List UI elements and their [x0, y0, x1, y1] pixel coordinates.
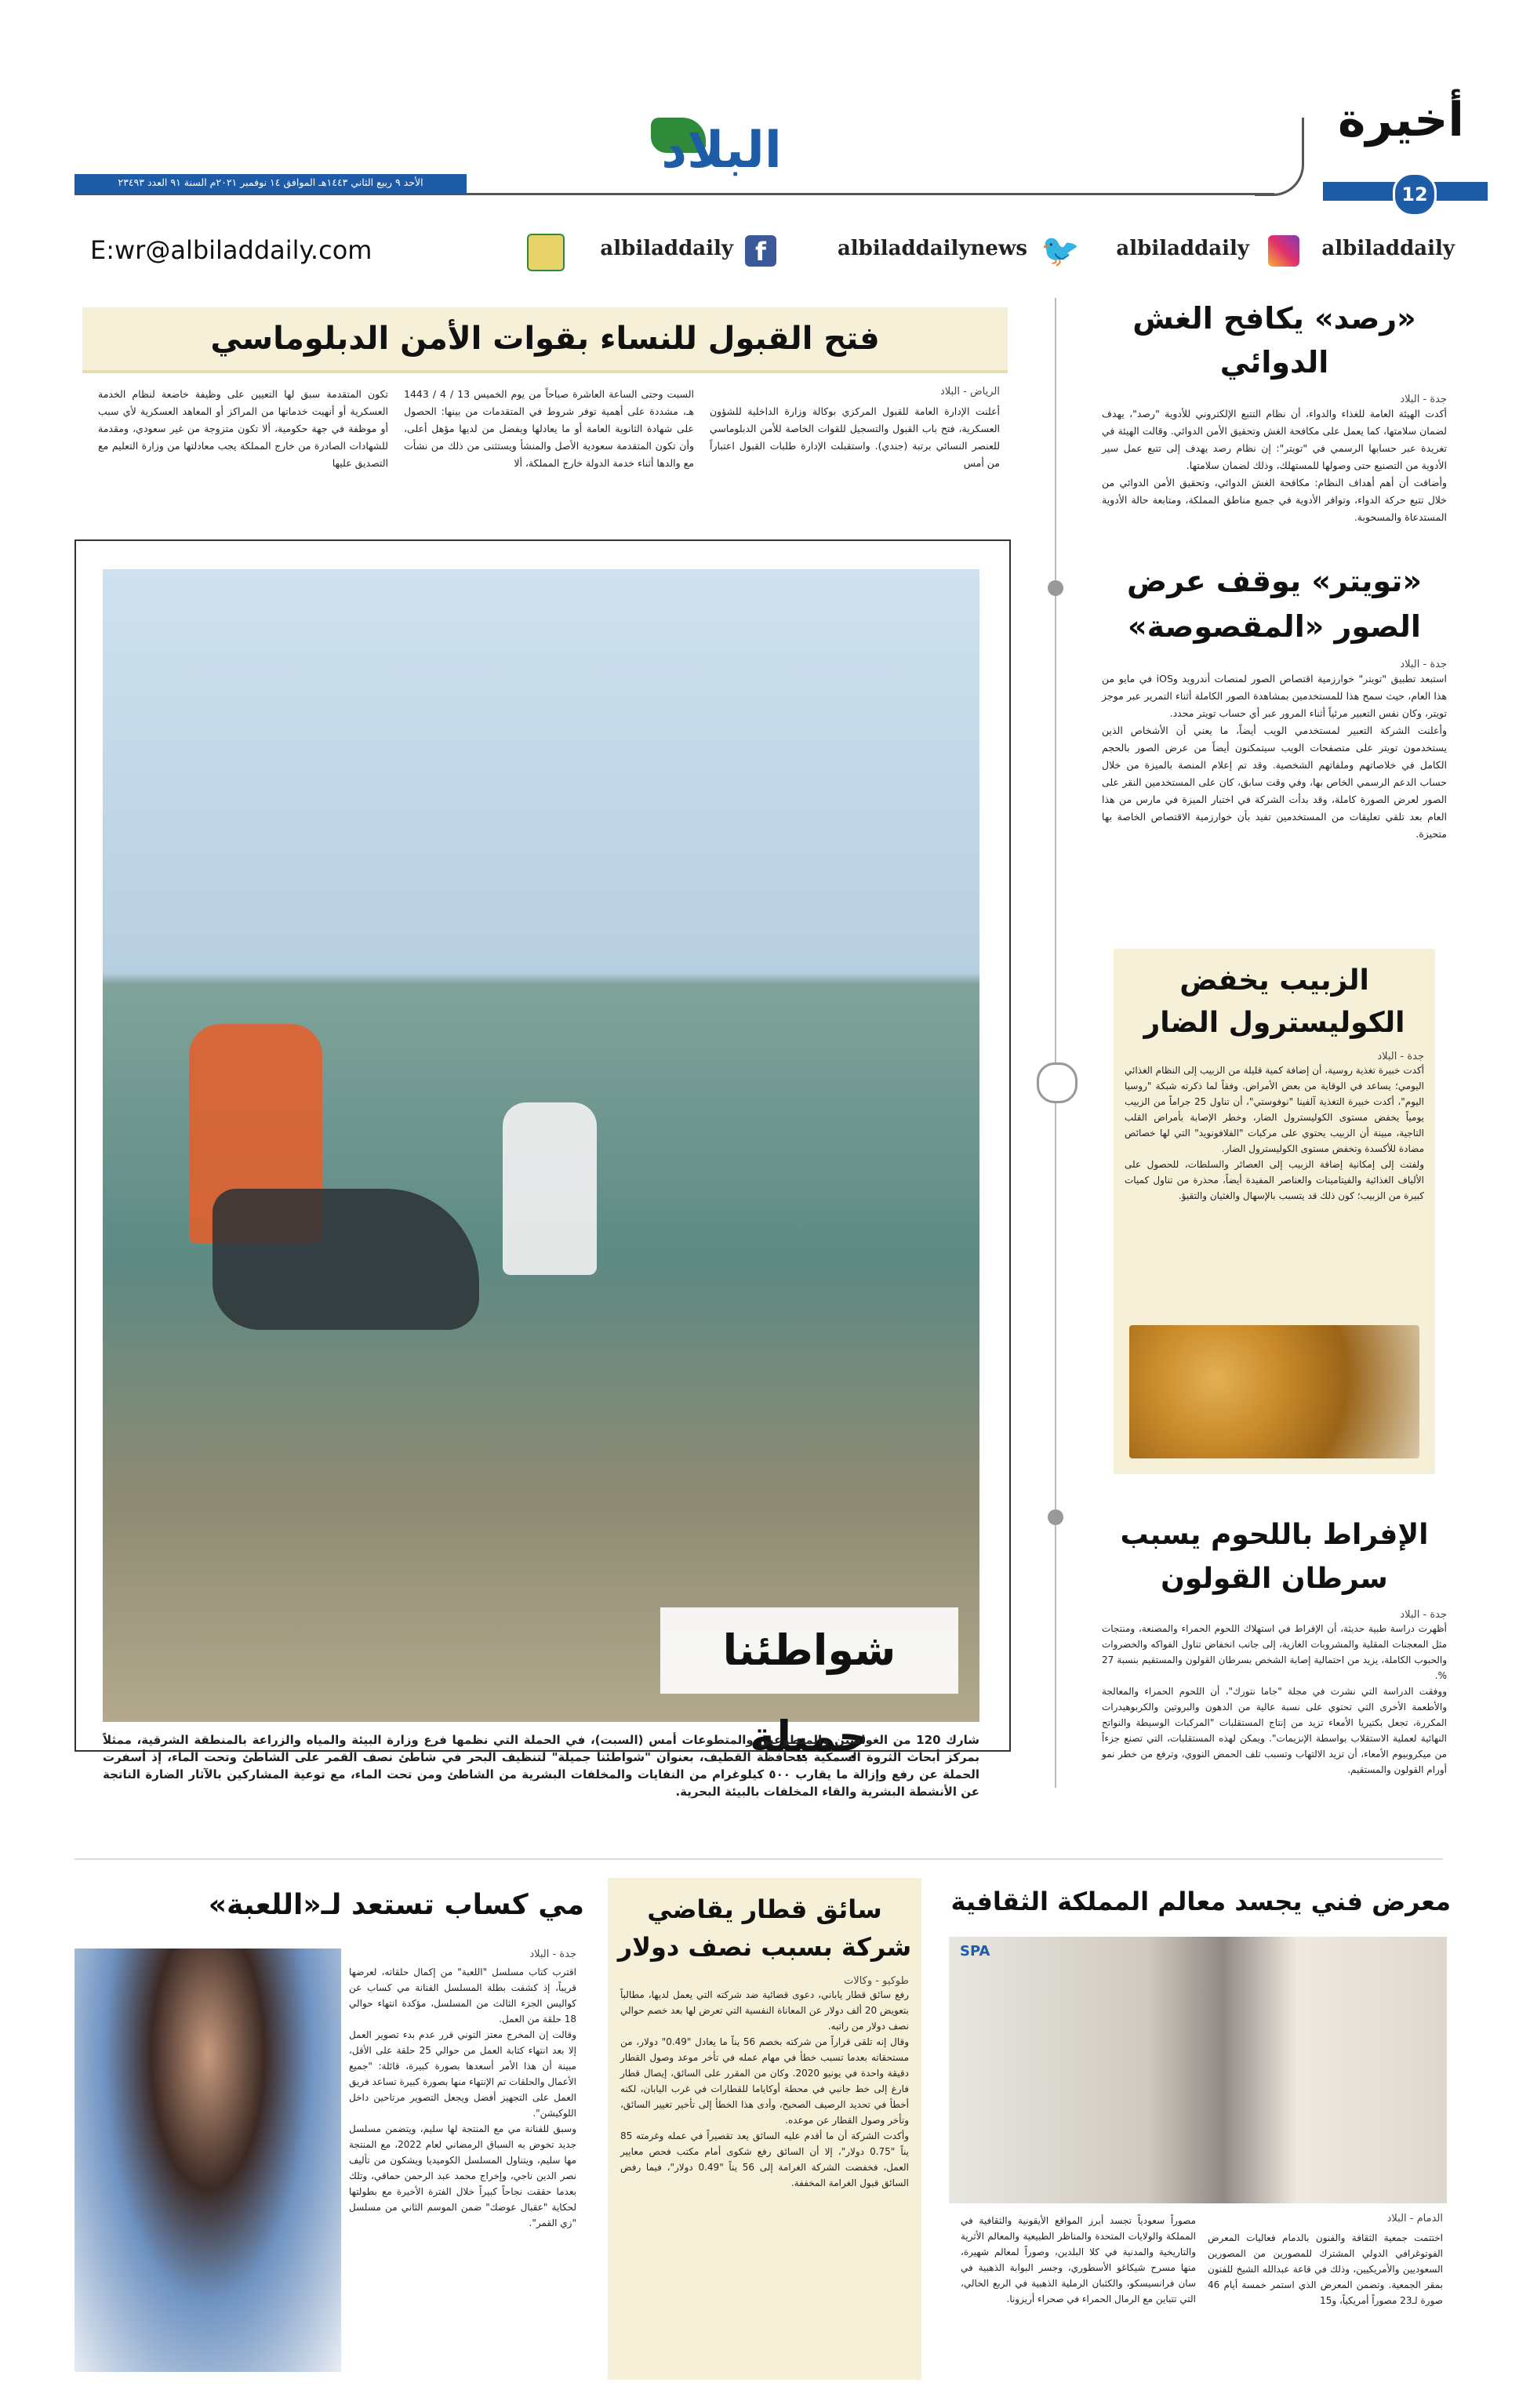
social-row [90, 232, 1455, 271]
diplomatic-byline: الرياض - البلاد [939, 386, 1000, 398]
divider-dot-2 [1037, 1062, 1077, 1103]
photo-headline: شواطئنا جميلة [722, 1625, 896, 1761]
rasd-byline: جدة - البلاد [1400, 394, 1447, 405]
page-number: 12 [1401, 183, 1428, 205]
facebook-icon[interactable]: f [745, 235, 776, 267]
snapchat-handle[interactable] [1116, 237, 1249, 260]
divider-dot-1 [1048, 580, 1063, 596]
diplomatic-col-2: السبت وحتى الساعة العاشرة صباحاً من يوم الخميس 13 / 4 / 1443 هـ، مشددة على أهمية توفر شروط في المتقدمات من بينها: الحصول على شهادة الثانوية العامة أو ما يعادلها ويفضل من لديها مؤهل أعلى، وأن تكون المتقدمة سعودية الأصل والمنشأ ويستثنى من ذلك من نشأت مع والدها أثناء خدمة الدولة خارج المملكة، ألا [404, 388, 694, 469]
article-twitter [1102, 558, 1447, 958]
exhibition-title: معرض فني يجسد معالم المملكة الثقافية [950, 1887, 1451, 1916]
driver-body-2: وقال إنه تلقى قراراً من شركته بخصم 56 يناً ما يعادل "0.49" دولار، من مستحقاته بعدما تسبب خطأ في مهام عمله في تأخر موعد وصول القطار دقيقة واحدة في يونيو 2020. وكان من المقرر على السائق، إيصال قطار فارغ إلى خط جانبي في محطة أوكاياما للقطارات في غرب اليابان، لكنه أخطأ في تحديد الرصيف الصحيح، وأدى هذا الخطأ إلى تأخير تغيير السائق، وتأخر وصول القطار عن موعده. [620, 2036, 910, 2126]
exhibition-byline: الدمام - البلاد [1386, 2213, 1443, 2225]
section-title: أخيرة [1337, 93, 1464, 147]
email-address[interactable]: E:wr@albiladdaily.com [90, 235, 372, 265]
photo-frame: شواطئنا جميلة شارك 120 من الغواصين والمتطوعين والمتطوعات أمس (السبت)، في الحملة التي نظمها فرع وزارة البيئة والمياه والزراعة بالمنطقة الشرقية، ممثلاً بمركز أبحاث الثروة السمكية بمحافظة القطيف، بعنوان "شواطئنا جميلة" لتنظيف البحر في شاطئ نصف القمر على الشاطئ وتحت الماء، إذ أسفرت الحملة عن رفع وإزالة ما يقارب ٥٠٠ كيلوغرام من النفايات والمخلفات البشرية من الشاطئ ومن تحت الماء، مع توعية المشاركين بالآثار الضارة الناتجة عن الأنشطة البشرية والقاء المخلفات بالبيئة البحرية. [74, 539, 1011, 1752]
instagram-label: albiladdaily [1321, 237, 1455, 260]
twitter-title-2: الصور «المقصوصة» [1128, 609, 1421, 644]
bottom-divider [74, 1858, 1443, 1860]
twitter-body-2: وأعلنت الشركة التعبير لمستخدمي الويب أيضاً، ما يعني أن الأشخاص الذين يستخدمون تويتر على متصفحات الويب سيتمكنون أيضاً من عرض الصور بالحجم الكامل في خلاصاتهم وملفاتهم الشخصية. وقد تم إعلام المنصة بالميزة من خلال حساب الدعم الرسمي الخاص بها، وفي وقت سابق، كان على المستخدمين النقر على الصور لعرض الصورة كاملة، وقد بدأت الشركة في اختبار الميزة في مارس من هذا العام بعد تلقي تعليقات من المستخدمين تفيد بأن خوارزمية الاقتصاص الخاصة بها متحيزة. [1102, 725, 1447, 840]
exhibition-photo [949, 1937, 1447, 2203]
article-meat [1102, 1513, 1447, 1788]
column-divider [1055, 298, 1056, 1788]
driver-byline: طوكيو - وكالات [844, 1975, 909, 1987]
mai-title: مي كساب تستعد لـ«اللعبة» [208, 1889, 584, 1921]
article-mai [74, 1886, 584, 2380]
meat-body-2: ووفقت الدراسة التي نشرت في مجلة "جاما نتورك"، أن اللحوم الحمراء والمعالجة والأطعمة الأخرى التي تحتوي على نسبة عالية من الدهون والبروتين والكربوهيدرات المكررة، تجعل بكتيريا الأمعاء تزيد من إنتاج المستقلبات "المركبات الوسيطة والنواتج النهائية لعملية الاستقلاب بواسطة الإنزيمات". ويمكن لهذه المستقلبات، التي تصنع جزءاً من ميكروبيوم الأمعاء، أن تزيد الالتهاب وتسبب تلف الحمض النووي، وترفع من خطر نمو أورام القولون والمستقيم. [1102, 1686, 1447, 1775]
newspaper-icon [527, 234, 565, 271]
article-rasd [1102, 296, 1447, 555]
raisins-title-2: الكوليسترول الضار [1143, 1007, 1405, 1039]
mai-photo [74, 1949, 341, 2372]
twitter-handle[interactable] [838, 237, 1027, 260]
beach-cleanup-photo [103, 569, 979, 1722]
raisins-byline: جدة - البلاد [1377, 1051, 1424, 1062]
mai-body-3: وسبق للفنانة مي مع المنتجة لها سليم، ويتضمن مسلسل جديد تخوض به السباق الرمضاني لعام 2022، مع المنتجة مها سليم، ويتناول المسلسل الكوميديا ويشكون من تأليف نصر الدين ناجي، وإخراج محمد عبد الرحمن حماقي، وتلك بعدما حققت نجاحاً كبيراً خلال الفترة الأخيرة مع بطولتها لحكاية "عقبال عوضك" ضمن الموسم الثاني من مسلسل "زي القمر". [349, 2123, 576, 2228]
instagram-icon[interactable] [1268, 235, 1299, 267]
facebook-label: albiladdaily [600, 237, 733, 260]
raisins-body-1: أكدت خبيرة تغذية روسية، أن إضافة كمية قليلة من الزبيب إلى النظام الغذائي اليومي؛ يساعد في الوقاية من بعض الأمراض. وفقاً لما ذكرته شبكة "روسيا اليوم"، أكدت خبيرة التغذية آلفينا "نوفوستي"، أن تناول 25 جراماً من الزبيب يومياً يخفض مستوى الكوليسترول الضار، وخطر الإصابة بأمراض القلب التاجية، مبينة أن الزبيب يحتوي على مركبات "الفلافونويد" التي لها خصائص مضادة للأكسدة وتخفض مستوى الكوليسترول الضار. [1125, 1065, 1424, 1154]
page-number-badge [1393, 173, 1437, 216]
raisins-photo [1129, 1325, 1419, 1458]
diplomatic-col-3: تكون المتقدمة سبق لها التعيين على وظيفة خاضعة لنظام الخدمة العسكرية أو أنهيت خدماتها من المراكز أو المعاهد العسكرية لأي سبب أو موظفة في جهة حكومية، ألا تكون متزوجة من غير سعودي، ومقدمة للشهادات الصادرة من خارج المملكة يجب معادلتها من وزارة التعليم مع التصديق عليها [98, 388, 388, 469]
diplomatic-title-bar [82, 307, 1008, 370]
rasd-body-1: أكدت الهيئة العامة للغذاء والدواء، أن نظام التتبع الإلكتروني للأدوية "رصد"، يهدف لضمان سلامتها، كما يعمل على مكافحة الغش وتحقيق الأمن الدوائي. وقالت الهيئة في تغريدة عبر حسابها الرسمي في "تويتر": إن نظام رصد يهدف إلى تتبع عمل سير الأدوية من التصنيع حتى وصولها للمستهلك، وذلك لضمان سلامتها. [1102, 408, 1447, 471]
exhibition-col-2: مصوراً سعودياً تجسد أبرز المواقع الأيقونية والثقافية في المملكة والولايات المتحدة والمناظر الطبيعية والمعالم الأثرية والتاريخية والمدنية في كلا البلدين، وصوراً لمعالم شهيرة، منها مسرح شيكاغو الأسطوري، وجسر البوابة الذهبية في سان فرانسيسكو، والكثبان الرملية الذهبية في الربع الخالي، التي تتباين مع الرمال الحمراء في صحراء أريزونا. [961, 2215, 1196, 2304]
twitter-label: albiladdailynews [837, 237, 1027, 260]
rasd-title: «رصد» يكافح الغش الدوائي [1132, 301, 1416, 380]
mai-byline: جدة - البلاد [529, 1949, 576, 1960]
meat-title-1: الإفراط باللحوم يسبب [1120, 1519, 1429, 1551]
article-diplomatic [74, 307, 1016, 543]
exhibition-photo-credit: SPA [960, 1943, 990, 1959]
divider-dot-3 [1048, 1509, 1063, 1525]
logo [643, 110, 800, 188]
exhibition-col-1: اختتمت جمعية الثقافة والفنون بالدمام فعاليات المعرض الفوتوغرافي الدولي المشترك للمصورين من المصورين السعوديين والأمريكيين، وذلك في قاعة عبدالله الشيخ للفنون بمقر الجمعية. وتضمن المعرض الذي استمر خمسة أيام 46 صورة لـ23 مصوراً أمريكياً، و15 [1208, 2232, 1443, 2306]
date-line: الأحد ٩ ربيع الثاني ١٤٤٣هـ الموافق ١٤ نوفمبر ٢٠٢١م السنة ٩١ العدد ٢٣٤٩٣ [118, 176, 423, 188]
facebook-handle[interactable] [600, 237, 733, 260]
diplomatic-title: فتح القبول للنساء بقوات الأمن الدبلوماسي [210, 321, 880, 357]
raisins-title-1: الزبيب يخفض [1179, 964, 1369, 997]
twitter-byline: جدة - البلاد [1400, 659, 1447, 670]
twitter-title-1: «تويتر» يوقف عرض [1126, 564, 1422, 598]
article-driver [608, 1878, 921, 2380]
photo-headline-box [660, 1607, 958, 1761]
volunteer-figure-2 [503, 1102, 597, 1275]
net-shape [213, 1189, 479, 1330]
rasd-body-2: وأضافت أن أهم أهداف النظام: مكافحة الغش الدوائي، وتحقيق الأمن الدوائي من خلال تتبع حركة الدواء، وتوافر الأدوية في جميع مناطق المملكة، ومتابعة حالة الأدوية المستدعاة والمسحوبة. [1102, 477, 1447, 523]
meat-title-2: سرطان القولون [1161, 1563, 1388, 1595]
article-raisins [1114, 949, 1435, 1474]
driver-body-3: وأكدت الشركة أن ما أقدم عليه السائق يعد تقصيراً في عمله وغرمته 85 يناً "0.75 دولار"، إلا أن السائق رفع شكوى أمام مكتب فحص معايير العمل، فخفضت الشركة الغرامة إلى 56 يناً "0.49 دولار"، فيما رفض السائق قبول الغرامة المخففة. [620, 2130, 910, 2188]
mai-body-1: اقترب كتاب مسلسل "اللعبة" من إكمال حلقاته، لعرضها قريباً، إذ كشفت بطلة المسلسل الفنانة مي كساب عن كواليس الجزء الثالث من المسلسل، مؤكدة انتهاء حوالي 18 حلقة من العمل. [349, 1967, 576, 2025]
snapchat-label: albiladdaily [1116, 237, 1249, 260]
driver-body-1: رفع سائق قطار ياباني، دعوى قضائية ضد شركته التي يعمل لديها، مطالباً بتعويض 20 ألف دولار عن المعاناة النفسية التي تعرض لها بعد خصم حوالي نصف دولار من راتبه. [620, 1989, 909, 2032]
mai-body-2: وقالت إن المخرج معتز التوني قرر عدم بدء تصوير العمل إلا بعد انتهاء كتابة العمل من حوالي 25 حلقة على الأقل، مبينة أن هذا الأمر أسعدها بصورة كبيرة، قائلة: "جميع الأعمال والحلقات تم الإنتهاء منها بصورة كبيرة تساعد فريق العمل على التجهيز أفضل ويجعل التصوير مرتاحين داخل اللوكيشن". [349, 2029, 576, 2119]
logo-text: البلاد [661, 122, 782, 180]
article-exhibition [949, 1882, 1451, 2384]
twitter-icon[interactable]: 🐦 [1041, 233, 1080, 269]
driver-title-1: سائق قطار يقاضي [647, 1894, 882, 1924]
diplomatic-col-1: أعلنت الإدارة العامة للقبول المركزي بوكالة وزارة الداخلية للشؤون العسكرية، فتح باب القبول والتسجيل للقوات الخاصة للأمن الدبلوماسي للعنصر النسائي برتبة (جندي). واستقبلت الإدارة طلبات القبول اعتباراً من أمس [710, 405, 1000, 469]
raisins-body-2: ولفتت إلى إمكانية إضافة الزبيب إلى العصائر والسلطات، للحصول على الألياف الغذائية والفيتامينات والعناصر المفيدة أيضاً، محذرة من تناول كميات كبيرة من الزبيب؛ كون ذلك قد يتسبب بالإسهال والغثيان والتقيؤ. [1125, 1159, 1424, 1201]
meat-body-1: أظهرت دراسة طبية حديثة، أن الإفراط في استهلاك اللحوم الحمراء والمصنعة، ومنتجات مثل المعجنات المقلية والمشروبات الغازية، إلى جانب انخفاض تناول الفواكه والخضروات والحبوب الكاملة، يزيد من احتمالية إصابة الشخص بسرطان القولون والمستقيم بنسبة 27 %. [1102, 1623, 1447, 1681]
meat-byline: جدة - البلاد [1400, 1609, 1447, 1621]
instagram-handle[interactable] [1321, 237, 1455, 260]
driver-title-2: شركة بسبب نصف دولار [617, 1932, 912, 1962]
page-header [0, 0, 1519, 269]
header-rule-curve [1255, 118, 1304, 196]
twitter-body-1: استبعد تطبيق "تويتر" خوارزمية اقتصاص الصور لمنصات أندرويد وiOS في مايو من هذا العام، حيث سمح هذا للمستخدمين بمشاهدة الصور الكاملة أثناء التمرير عبر موجز تويتر، وكان نفس التعبير مرئياً أثناء المرور عبر أي حساب تويتر محدد. [1102, 673, 1447, 719]
